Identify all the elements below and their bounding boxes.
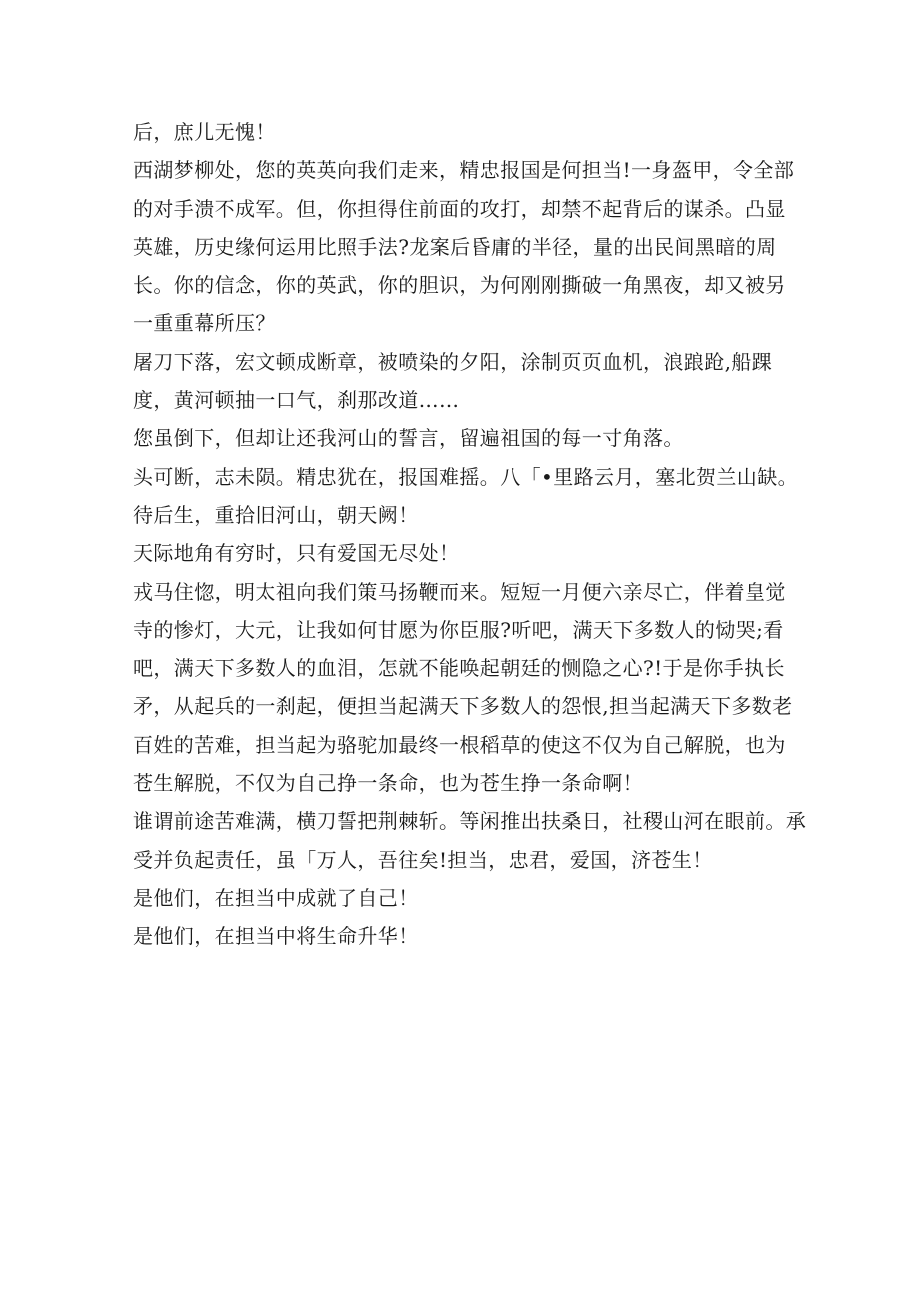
text-line: 寺的惨灯，大元，让我如何甘愿为你臣服?听吧，满天下多数人的恸哭;看 xyxy=(133,617,784,642)
text-line: 受并负起责任，虽「万人，吾往矣!担当，忠君，爱国，济苍生！ xyxy=(133,847,713,872)
text-line: 是他们，在担当中将生命升华！ xyxy=(133,924,419,949)
text-line: 头可断，志未陨。精忠犹在，报国难摇。八「•里路云月，塞北贺兰山缺。 xyxy=(133,464,798,489)
text-line: 长。你的信念，你的英武，你的胆识，为何刚刚撕破一角黑夜，却又被另 xyxy=(133,273,786,298)
text-line: 英雄，历史缘何运用比照手法?龙案后昏庸的半径，量的出民间黑暗的周 xyxy=(133,234,777,259)
text-line: 您虽倒下，但却让还我河山的誓言，留遍祖国的每一寸角落。 xyxy=(133,426,684,451)
text-line: 屠刀下落，宏文顿成断章，被喷染的夕阳，涂制页页血机，浪踉跄,船踝 xyxy=(133,349,773,374)
text-line: 苍生解脱，不仅为自己挣一条命，也为苍生挣一条命啊！ xyxy=(133,771,643,796)
text-line: 一重重幕所压？ xyxy=(133,311,276,336)
text-line: 吧，满天下多数人的血泪，怎就不能唤起朝廷的恻隐之心?!于是你手执长 xyxy=(133,656,785,681)
text-line: 待后生，重拾旧河山，朝天阙！ xyxy=(133,502,419,527)
essay-body xyxy=(133,113,805,956)
text-line: 矛，从起兵的一刹起，便担当起满天下多数人的怨恨,担当起满天下多数老 xyxy=(133,694,793,719)
text-line: 百姓的苦难，担当起为骆驼加最终一根稻草的使这不仅为自己解脱，也为 xyxy=(133,732,786,757)
text-line: 谁谓前途苦难满，横刀誓把荆棘斩。等闲推出扶桑日，社稷山河在眼前。承 xyxy=(133,809,807,834)
text-line: 是他们，在担当中成就了自己！ xyxy=(133,885,419,910)
text-line: 天际地角有穷时，只有爱国无尽处！ xyxy=(133,541,460,566)
text-line: 的对手溃不成军。但，你担得住前面的攻打，却禁不起背后的谋杀。凸显 xyxy=(133,196,786,221)
text-line: 度，黄河顿抽一口气，刹那改道…… xyxy=(133,388,460,413)
text-line: 西湖梦柳处，您的英英向我们走来，精忠报国是何担当!一身盔甲，令全部 xyxy=(133,158,795,183)
text-line: 后，庶儿无愧！ xyxy=(133,120,276,144)
text-line: 戎马住惚，明太祖向我们策马扬鞭而来。短短一月便六亲尽亡，伴着皇觉 xyxy=(133,579,786,604)
